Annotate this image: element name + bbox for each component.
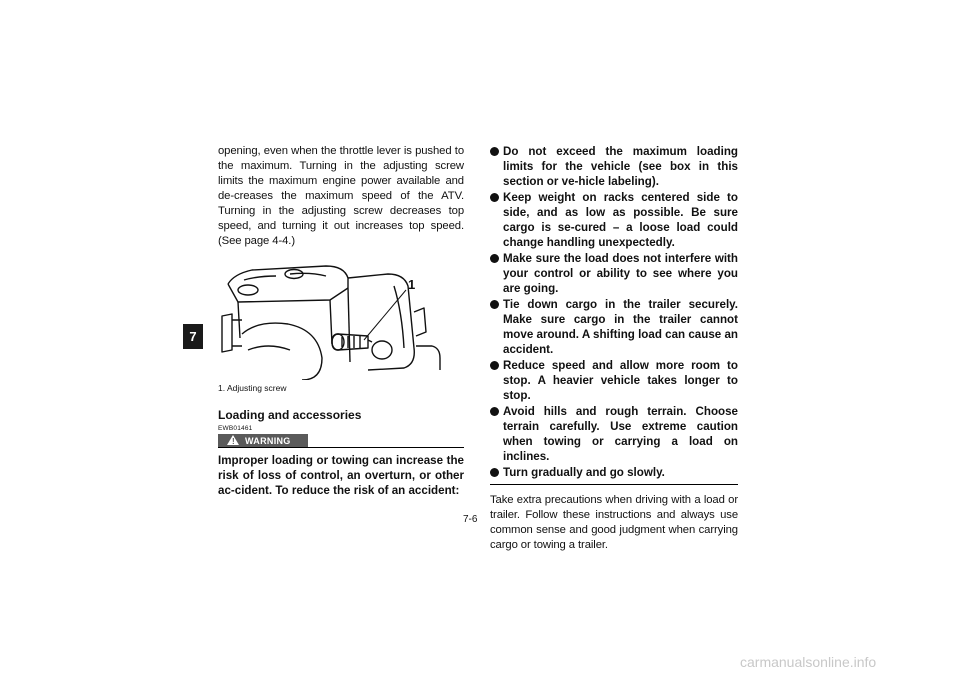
bullet-icon <box>490 300 499 309</box>
section-divider <box>490 484 738 485</box>
list-item: Keep weight on racks centered side to side, and as low as possible. Be sure cargo is se-cured – a loose load could change handling unexpectedly. <box>490 190 738 250</box>
bullet-icon <box>490 361 499 370</box>
warning-label: WARNING <box>245 436 291 446</box>
figure-caption: 1. Adjusting screw <box>218 383 287 393</box>
intro-paragraph: opening, even when the throttle lever is pushed to the maximum. Turning in the adjusting screw limits the maximum engine power available and de-creases the maximum speed of the ATV. Turning in the adjusting screw decreases top speed, and turning it out increases top speed. (See page 4-4.) <box>218 145 464 247</box>
list-item: Reduce speed and allow more room to stop. A heavier vehicle takes longer to stop. <box>490 358 738 403</box>
list-item: Avoid hills and rough terrain. Choose terrain carefully. Use extreme caution when towing or carrying a load on inclines. <box>490 404 738 464</box>
warning-text: Improper loading or towing can increase the risk of loss of control, an overturn, or other ac-cident. To reduce the risk of an accident: <box>218 454 464 497</box>
closing-paragraph: Take extra precautions when driving with a load or trailer. Follow these instructions and always use common sense and good judgment when carrying cargo or towing a trailer. <box>490 494 738 551</box>
list-item: Make sure the load does not interfere with your control or ability to see where you are going. <box>490 251 738 296</box>
bullet-icon <box>490 193 499 202</box>
precaution-list <box>490 144 738 480</box>
warning-banner <box>218 434 464 448</box>
list-item: Do not exceed the maximum loading limits for the vehicle (see box in this section or ve-hicle labeling). <box>490 144 738 189</box>
callout-number: 1 <box>408 277 416 292</box>
adjusting-screw-figure <box>218 254 464 380</box>
bullet-icon <box>490 468 499 477</box>
bullet-icon <box>490 147 499 156</box>
list-item: Tie down cargo in the trailer securely. Make sure cargo in the trailer cannot move around. A shifting load can cause an accident. <box>490 297 738 357</box>
page-number: 7-6 <box>463 514 478 525</box>
warning-code: EWB01461 <box>218 425 253 432</box>
bullet-icon <box>490 254 499 263</box>
watermark: carmanualsonline.info <box>740 654 877 670</box>
throttle-housing-illustration <box>218 254 464 380</box>
left-column <box>218 144 464 498</box>
chapter-tab: 7 <box>183 324 203 349</box>
section-heading: Loading and accessories <box>218 408 362 422</box>
warning-badge: ! WARNING <box>218 434 308 447</box>
bullet-icon <box>490 407 499 416</box>
list-item: Turn gradually and go slowly. <box>490 465 738 480</box>
right-column <box>490 144 738 553</box>
